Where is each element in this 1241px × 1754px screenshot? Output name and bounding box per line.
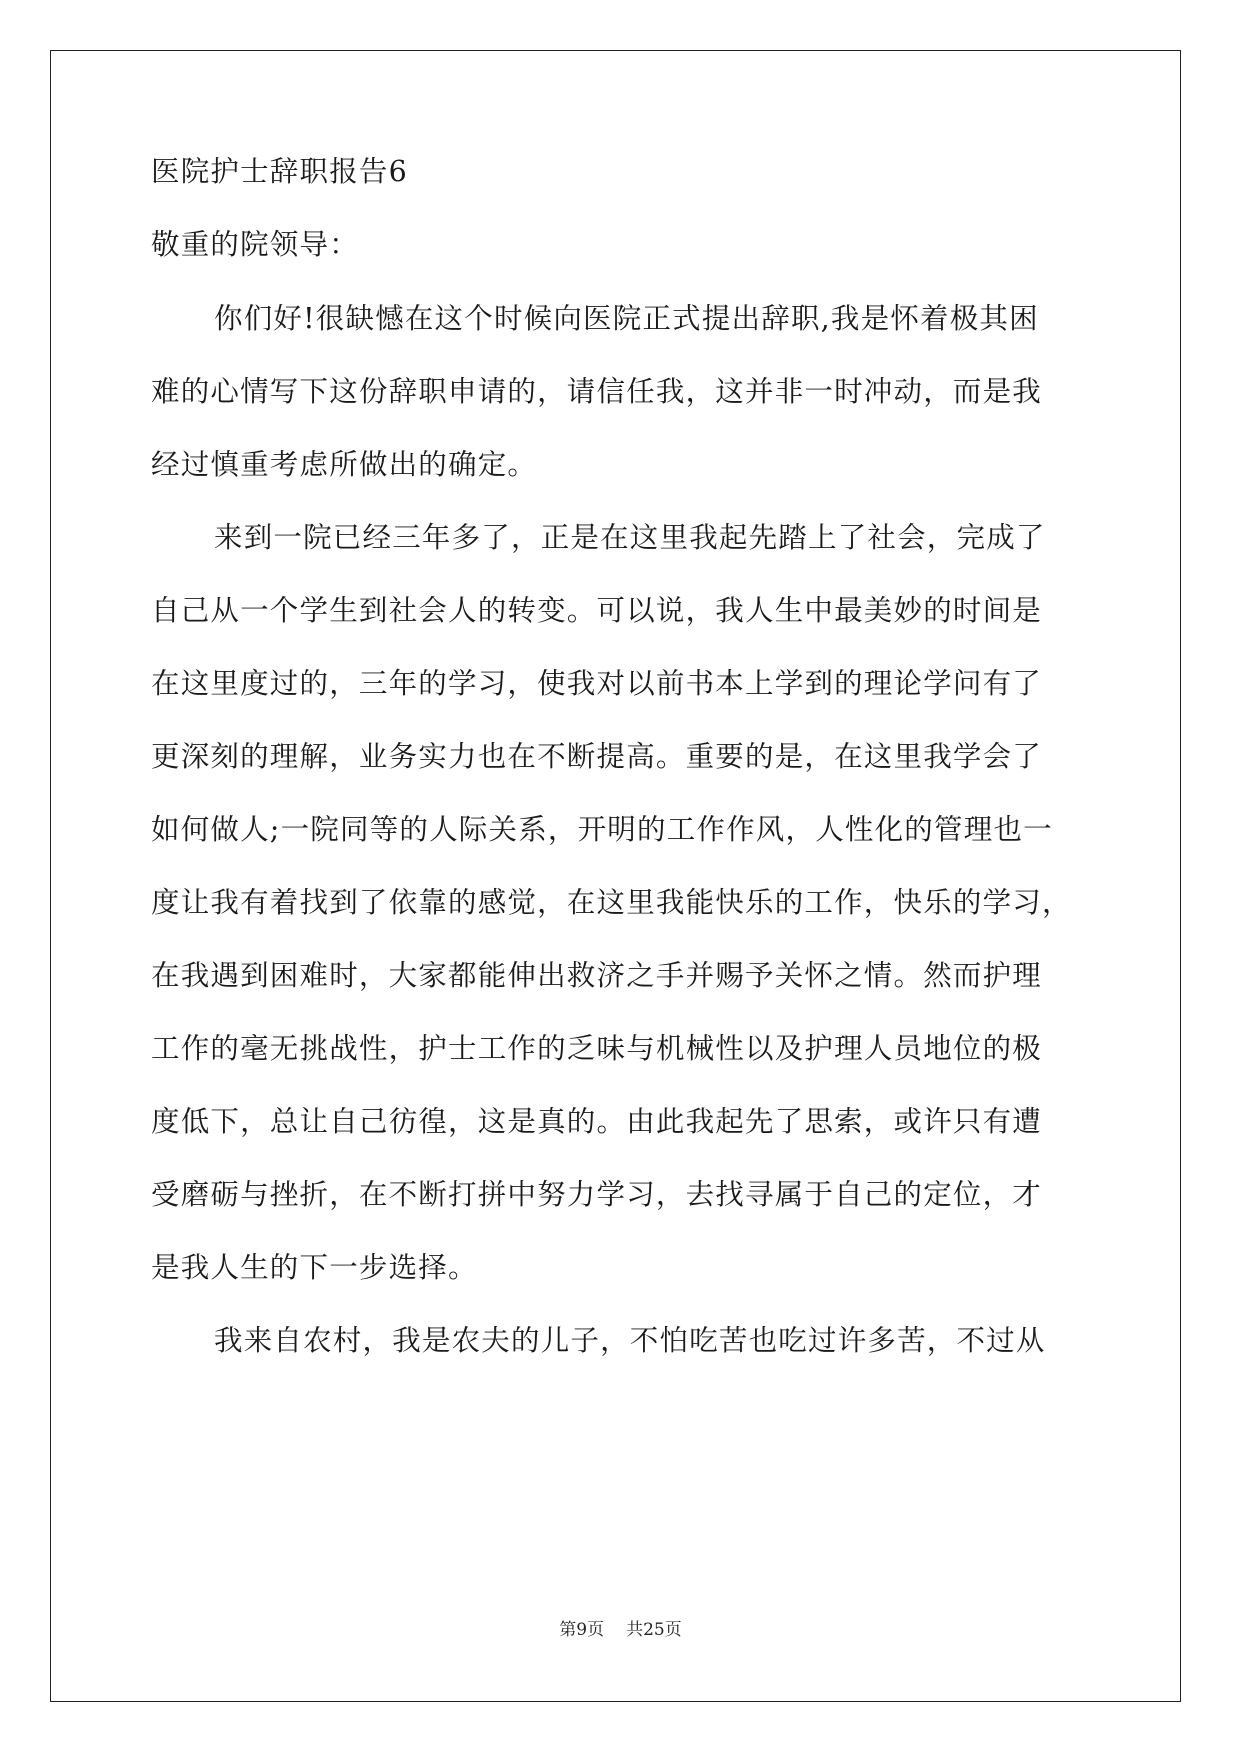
paragraph-2-line-5: 如何做人;一院同等的人际关系，开明的工作作风，人性化的管理也一 xyxy=(151,813,1053,846)
page-border xyxy=(50,50,1181,1702)
paragraph-3-line-1: 我来自农村，我是农夫的儿子，不怕吃苦也吃过许多苦，不过从 xyxy=(214,1324,1046,1357)
paragraph-2-line-8: 工作的毫无挑战性，护士工作的乏味与机械性以及护理人员地位的极 xyxy=(151,1032,1043,1065)
page-number: 第9页 xyxy=(559,1620,605,1640)
salutation: 敬重的院领导： xyxy=(151,228,359,261)
paragraph-2-line-6: 度让我有着找到了依靠的感觉，在这里我能快乐的工作，快乐的学习， xyxy=(151,886,1072,919)
total-pages: 共25页 xyxy=(626,1620,682,1640)
paragraph-2-line-2: 自己从一个学生到社会人的转变。可以说，我人生中最美妙的时间是 xyxy=(151,594,1043,627)
paragraph-1-line-3: 经过慎重考虑所做出的确定。 xyxy=(151,448,538,481)
paragraph-1-line-1: 你们好!很缺憾在这个时候向医院正式提出辞职,我是怀着极其困 xyxy=(214,302,1039,335)
paragraph-2-line-1: 来到一院已经三年多了，正是在这里我起先踏上了社会，完成了 xyxy=(214,521,1046,554)
paragraph-2-line-11: 是我人生的下一步选择。 xyxy=(151,1251,478,1284)
paragraph-2-line-7: 在我遇到困难时，大家都能伸出救济之手并赐予关怀之情。然而护理 xyxy=(151,959,1043,992)
page-footer xyxy=(0,1618,1241,1642)
paragraph-2-line-9: 度低下，总让自己彷徨，这是真的。由此我起先了思索，或许只有遭 xyxy=(151,1105,1043,1138)
paragraph-2-line-10: 受磨砺与挫折，在不断打拼中努力学习，去找寻属于自己的定位，才 xyxy=(151,1178,1043,1211)
paragraph-2-line-4: 更深刻的理解，业务实力也在不断提高。重要的是，在这里我学会了 xyxy=(151,740,1043,773)
document-title: 医院护士辞职报告6 xyxy=(151,155,408,188)
paragraph-2-line-3: 在这里度过的，三年的学习，使我对以前书本上学到的理论学问有了 xyxy=(151,667,1043,700)
paragraph-1-line-2: 难的心情写下这份辞职申请的，请信任我，这并非一时冲动，而是我 xyxy=(151,375,1043,408)
